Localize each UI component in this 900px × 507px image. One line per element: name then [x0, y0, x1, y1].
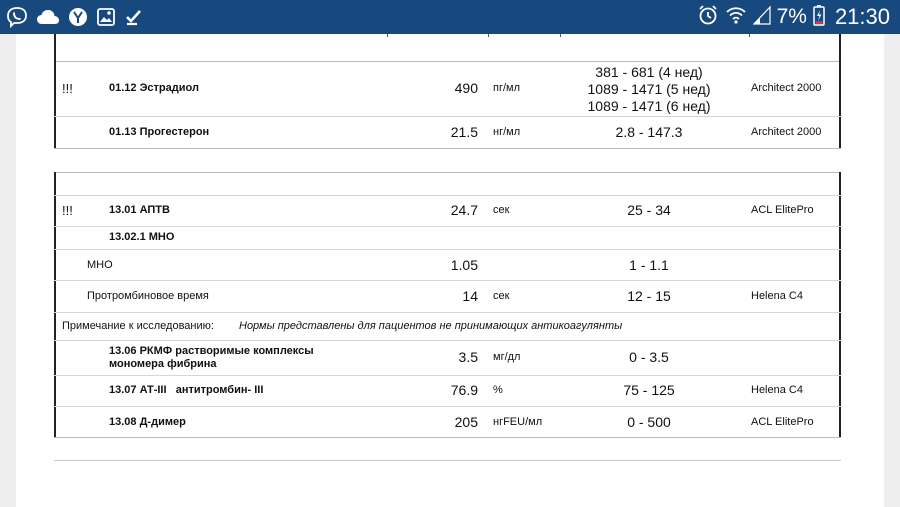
test-value: 21.5 [450, 124, 478, 140]
column-tick [488, 34, 489, 37]
table-border [839, 61, 841, 148]
test-unit: нгFEU/мл [493, 416, 543, 428]
test-unit: нг/мл [493, 126, 521, 138]
row-divider [54, 280, 841, 281]
reference-range: 1 - 1.1 [629, 257, 669, 273]
test-value: 76.9 [450, 382, 478, 398]
footer-rule [54, 460, 841, 461]
table-border [839, 34, 841, 61]
reference-range: 2.8 - 147.3 [615, 124, 683, 140]
test-name: 01.13 Прогестерон [109, 126, 210, 138]
wifi-icon [725, 5, 747, 30]
column-tick [560, 34, 561, 37]
test-method: Architect 2000 [751, 82, 822, 94]
row-divider [54, 226, 841, 227]
table-border [839, 172, 841, 437]
test-name: МНО [87, 259, 113, 271]
abnormal-flag: !!! [62, 203, 73, 218]
checklist-icon [124, 7, 144, 27]
table-border [54, 34, 56, 61]
system-tray [697, 2, 890, 32]
reference-range: 0 - 500 [627, 414, 671, 430]
row-divider [54, 116, 841, 117]
test-method: ACL ElitePro [751, 416, 814, 428]
reference-range: 25 - 34 [627, 202, 671, 218]
reference-line: 381 - 681 (4 нед) [595, 64, 703, 80]
gallery-icon [96, 7, 116, 27]
column-tick [749, 34, 750, 37]
reference-range: 75 - 125 [623, 382, 675, 398]
test-name: 13.01 АПТВ [109, 204, 170, 216]
column-tick [387, 34, 388, 37]
lab-report-page [16, 34, 884, 507]
test-unit: мг/дл [493, 351, 521, 363]
yandex-icon [68, 7, 88, 27]
table-border [54, 172, 56, 437]
test-unit: сек [493, 290, 510, 302]
test-unit: сек [493, 204, 510, 216]
table-border [54, 61, 56, 148]
notification-icons [6, 5, 144, 29]
reference-range: 12 - 15 [627, 288, 671, 304]
test-name: 01.12 Эстрадиол [109, 82, 199, 94]
note-label: Примечание к исследованию: [62, 320, 214, 332]
test-unit: % [493, 384, 503, 396]
alarm-icon [697, 4, 719, 31]
cloud-icon [36, 8, 60, 26]
test-unit: пг/мл [493, 82, 521, 94]
abnormal-flag: !!! [62, 81, 73, 96]
row-divider [54, 340, 841, 341]
row-divider [54, 375, 841, 376]
test-method: ACL ElitePro [751, 204, 814, 216]
row-divider [54, 148, 841, 149]
status-bar [0, 0, 900, 34]
test-method: Helena C4 [751, 384, 803, 396]
test-name: 13.07 АТ-III антитромбин- III [109, 384, 264, 396]
test-value: 205 [454, 414, 478, 430]
note-text: Нормы представлены для пациентов не принимающих антикоагулянты [239, 320, 623, 332]
viber-icon [6, 6, 28, 28]
test-group-name: 13.02.1 МНО [109, 231, 175, 243]
test-name: Протромбиновое время [87, 290, 209, 302]
test-value: 24.7 [450, 202, 478, 218]
reference-line: 1089 - 1471 (6 нед) [587, 98, 711, 114]
test-name: 13.08 Д-димер [109, 416, 186, 428]
test-value: 490 [454, 80, 478, 96]
table-top [54, 172, 841, 173]
test-value: 14 [462, 288, 478, 304]
row-divider [54, 249, 841, 250]
row-divider [54, 61, 841, 62]
test-value: 3.5 [458, 349, 478, 365]
row-divider [54, 312, 841, 313]
reference-line: 1089 - 1471 (5 нед) [587, 81, 711, 97]
test-method: Helena C4 [751, 290, 803, 302]
test-value: 1.05 [450, 257, 478, 273]
battery-charging-icon [813, 4, 825, 31]
row-divider [54, 406, 841, 407]
battery-percent: 7% [776, 5, 807, 28]
signal-icon [753, 5, 771, 30]
test-method: Architect 2000 [751, 126, 822, 138]
test-name: 13.06 РКМФ растворимые комплексы мономера фибрина [109, 345, 314, 370]
reference-range: 0 - 3.5 [629, 349, 669, 365]
row-divider [54, 437, 841, 438]
reference-range [569, 64, 729, 115]
clock: 21:30 [834, 4, 890, 29]
row-divider [54, 195, 841, 196]
